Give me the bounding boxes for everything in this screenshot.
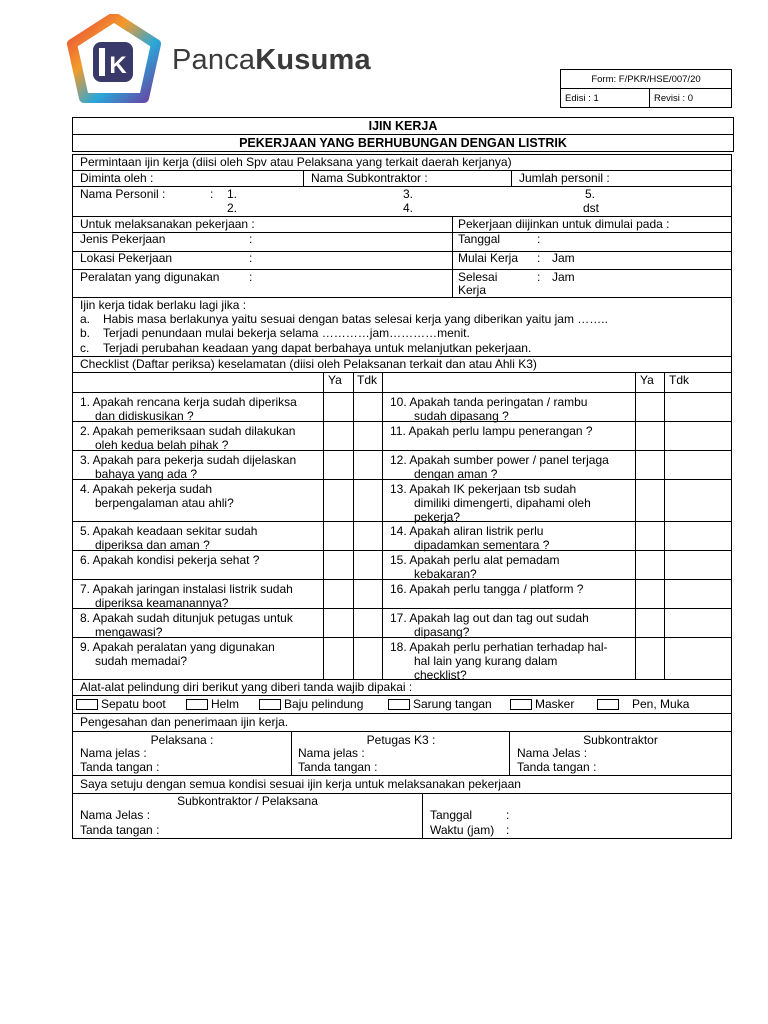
form-info-box (560, 69, 732, 108)
tdk-cell-6[interactable] (353, 550, 382, 579)
checklist-question-16: 16. Apakah perlu tangga / platform ? (390, 582, 584, 596)
tdk-cell-12[interactable] (664, 450, 733, 479)
ppe-gloves[interactable]: Sarung tangan (388, 697, 492, 711)
tdk-cell-13[interactable] (664, 479, 733, 521)
checklist-question-4: 4. Apakah pekerja sudah (80, 482, 213, 496)
start-work-label: Mulai Kerja (458, 251, 519, 265)
tdk-cell-5[interactable] (353, 521, 382, 550)
ya-cell-3[interactable] (323, 450, 353, 479)
tdk-cell-16[interactable] (664, 579, 733, 608)
tdk-cell-3[interactable] (353, 450, 382, 479)
personnel-name-label: Nama Personil : (80, 187, 166, 201)
checklist-question-2: oleh kedua belah pihak ? (95, 438, 229, 452)
tdk-cell-14[interactable] (664, 521, 733, 550)
checkbox-icon (76, 699, 98, 710)
checklist-question-9: 9. Apakah peralatan yang digunakan (80, 640, 275, 654)
checklist-table (73, 373, 731, 680)
checklist-question-12: dengan aman ? (414, 467, 498, 481)
checklist-heading: Checklist (Daftar periksa) keselamatan (diisi oleh Pelaksanan terkait dan atau Ahli K3) (80, 357, 537, 371)
tdk-cell-8[interactable] (353, 608, 382, 637)
checklist-question-15: kebakaran? (414, 567, 477, 581)
subcontractor-title: Subkontraktor (583, 733, 658, 747)
tdk-cell-17[interactable] (664, 608, 733, 637)
checklist-question-6: 6. Apakah kondisi pekerja sehat ? (80, 553, 260, 567)
tdk-cell-9[interactable] (353, 637, 382, 679)
checklist-question-12: 12. Apakah sumber power / panel terjaga (390, 453, 609, 467)
checklist-question-11: 11. Apakah perlu lampu penerangan ? (390, 424, 593, 438)
checklist-question-18: checklist? (414, 668, 467, 682)
agreement-time-label: Waktu (jam) (430, 823, 495, 837)
agreement-signatures: Subkontraktor / Pelaksana Nama Jelas : Tanda tangan : Tanggal : Waktu (jam) : (73, 794, 731, 838)
col-ya-right: Ya (640, 373, 654, 387)
requester-row (73, 171, 731, 187)
tdk-cell-18[interactable] (664, 637, 733, 679)
agreement-title: Subkontraktor / Pelaksana (177, 794, 318, 808)
k3-officer-title: Petugas K3 : (366, 733, 436, 747)
ya-cell-8[interactable] (323, 608, 353, 637)
checkbox-icon (597, 699, 619, 710)
checklist-question-5: diperiksa dan aman ? (95, 538, 210, 552)
checkbox-icon (186, 699, 208, 710)
checkbox-icon (510, 699, 532, 710)
equipment-label: Peralatan yang digunakan (80, 270, 220, 284)
checklist-question-10: sudah dipasang ? (414, 409, 509, 423)
work-block: Untuk melaksanakan pekerjaan : Jenis Pekerjaan : Lokasi Pekerjaan : Peralatan yang digunakan : Pekerjaan diijinkan untuk dimulai pada : Tanggal : Mulai Kerja : Jam Selesai Kerja : Jam (73, 217, 731, 298)
ppe-heading: Alat-alat pelindung diri berikut yang diberi tanda wajib dipakai : (80, 680, 413, 694)
invalid-conditions: Ijin kerja tidak berlaku lagi jika : a. Habis masa berlakunya yaitu sesuai dengan batas selesai kerja yang diberikan yaitu jam …….. b. Terjadi penundaan mulai bekerja selama …………jam…………menit. c. Terjadi perubahan keadaan yang dapat berbahaya untuk melanjutkan pekerjaan. (73, 298, 731, 357)
checklist-question-14: 14. Apakah aliran listrik perlu (390, 524, 544, 538)
ya-cell-6[interactable] (323, 550, 353, 579)
date-label: Tanggal (458, 232, 501, 246)
checklist-question-13: 13. Apakah IK pekerjaan tsb sudah (390, 482, 577, 496)
request-heading-row (73, 155, 731, 171)
ppe-face-shield[interactable]: Pen, Muka (597, 697, 689, 711)
finish-work-label: Selesai (458, 270, 498, 284)
ya-cell-16[interactable] (635, 579, 664, 608)
checklist-question-9: sudah memadai? (95, 654, 188, 668)
col-tdk-left: Tdk (357, 373, 378, 387)
document-title (72, 117, 734, 152)
agreement-heading-row (73, 776, 731, 794)
ppe-helmet[interactable]: Helm (186, 697, 239, 711)
tdk-cell-11[interactable] (664, 421, 733, 450)
ya-cell-17[interactable] (635, 608, 664, 637)
ya-cell-1[interactable] (323, 392, 353, 421)
permit-form (72, 154, 732, 839)
invalid-heading: Ijin kerja tidak berlaku lagi jika : (80, 298, 247, 312)
request-heading: Permintaan ijin kerja (diisi oleh Spv atau Pelaksana yang terkait daerah kerjanya) (80, 155, 512, 169)
ya-cell-12[interactable] (635, 450, 664, 479)
work-type-label: Jenis Pekerjaan (80, 232, 166, 246)
ppe-options-row (73, 696, 731, 714)
form-number: Form: F/PKR/HSE/007/20 (561, 70, 732, 89)
edition: Edisi : 1 (561, 89, 650, 108)
checkbox-icon (259, 699, 281, 710)
tdk-cell-10[interactable] (664, 392, 733, 421)
subcontractor-label: Nama Subkontraktor : (311, 171, 428, 185)
revision: Revisi : 0 (650, 89, 732, 108)
ppe-mask[interactable]: Masker (510, 697, 574, 711)
checklist-question-13: pekerja? (414, 510, 461, 524)
ya-cell-7[interactable] (323, 579, 353, 608)
checklist-question-5: 5. Apakah keadaan sekitar sudah (80, 524, 258, 538)
checklist-question-7: 7. Apakah jaringan instalasi listrik sudah (80, 582, 293, 596)
checklist-question-18: hal lain yang kurang dalam (414, 654, 558, 668)
checklist-heading-row (73, 357, 731, 373)
ya-cell-11[interactable] (635, 421, 664, 450)
ppe-protective-clothing[interactable]: Baju pelindung (259, 697, 363, 711)
personnel-count-label: Jumlah personil : (519, 171, 610, 185)
col-ya-left: Ya (328, 373, 342, 387)
ya-cell-4[interactable] (323, 479, 353, 521)
checklist-question-2: 2. Apakah pemeriksaan sudah dilakukan (80, 424, 296, 438)
checklist-question-3: 3. Apakah para pekerja sudah dijelaskan (80, 453, 297, 467)
checklist-question-17: 17. Apakah lag out dan tag out sudah (390, 611, 589, 625)
tdk-cell-2[interactable] (353, 421, 382, 450)
checklist-question-10: 10. Apakah tanda peringatan / rambu (390, 395, 588, 409)
checklist-question-3: bahaya yang ada ? (95, 467, 198, 481)
approval-signatures: Pelaksana : Nama jelas : Tanda tangan : Petugas K3 : Nama jelas : Tanda tangan : Subkontraktor Nama Jelas : Tanda tangan : (73, 732, 731, 776)
checklist-question-13: dimiliki dimengerti, dipahami oleh (414, 496, 591, 510)
executor-title: Pelaksana : (150, 733, 214, 747)
checklist-question-8: mengawasi? (95, 625, 163, 639)
title-line-1: IJIN KERJA (368, 119, 438, 133)
agreement-heading: Saya setuju dengan semua kondisi sesuai ijin kerja untuk melaksanakan pekerjaan (80, 777, 521, 791)
work-permitted-label: Pekerjaan diijinkan untuk dimulai pada : (458, 217, 670, 231)
personnel-row: Nama Personil : : 1. 2. 3. 4. 5. dst (73, 187, 731, 217)
condition-b: Terjadi penundaan mulai bekerja selama …………jam…………menit. (103, 326, 470, 340)
brand-name: PancaKusuma (172, 44, 371, 76)
ya-cell-18[interactable] (635, 637, 664, 679)
ya-cell-5[interactable] (323, 521, 353, 550)
checklist-question-14: dipadamkan sementara ? (414, 538, 550, 552)
svg-text:K: K (109, 52, 127, 79)
company-logo-icon (66, 14, 162, 104)
ya-cell-9[interactable] (323, 637, 353, 679)
tdk-cell-15[interactable] (664, 550, 733, 579)
condition-a: Habis masa berlakunya yaitu sesuai dengan batas selesai kerja yang diberikan yaitu jam …….. (103, 312, 608, 326)
checklist-question-15: 15. Apakah perlu alat pemadam (390, 553, 560, 567)
requested-by-label: Diminta oleh : (80, 171, 154, 185)
ya-cell-15[interactable] (635, 550, 664, 579)
ppe-heading-row (73, 680, 731, 696)
condition-c: Terjadi perubahan keadaan yang dapat berbahaya untuk melanjutkan pekerjaan. (103, 341, 532, 355)
approval-heading: Pengesahan dan penerimaan ijin kerja. (80, 715, 289, 729)
checklist-question-1: 1. Apakah rencana kerja sudah diperiksa (80, 395, 297, 409)
tdk-cell-4[interactable] (353, 479, 382, 521)
agreement-date-label: Tanggal (430, 808, 473, 822)
approval-heading-row (73, 714, 731, 732)
ya-cell-14[interactable] (635, 521, 664, 550)
checklist-question-1: dan didiskusikan ? (95, 409, 194, 423)
tdk-cell-7[interactable] (353, 579, 382, 608)
work-location-label: Lokasi Pekerjaan (80, 251, 173, 265)
ya-cell-13[interactable] (635, 479, 664, 521)
checkbox-icon (388, 699, 410, 710)
checklist-question-8: 8. Apakah sudah ditunjuk petugas untuk (80, 611, 293, 625)
ppe-boots[interactable]: Sepatu boot (76, 697, 166, 711)
checklist-question-4: berpengalaman atau ahli? (95, 496, 234, 510)
ya-cell-2[interactable] (323, 421, 353, 450)
work-purpose-label: Untuk melaksanakan pekerjaan : (80, 217, 255, 231)
ya-cell-10[interactable] (635, 392, 664, 421)
checklist-question-18: 18. Apakah perlu perhatian terhadap hal- (390, 640, 608, 654)
checklist-question-7: diperiksa keamanannya? (95, 596, 229, 610)
title-line-2: PEKERJAAN YANG BERHUBUNGAN DENGAN LISTRIK (73, 134, 733, 151)
checklist-question-17: dipasang? (414, 625, 470, 639)
col-tdk-right: Tdk (669, 373, 690, 387)
tdk-cell-1[interactable] (353, 392, 382, 421)
